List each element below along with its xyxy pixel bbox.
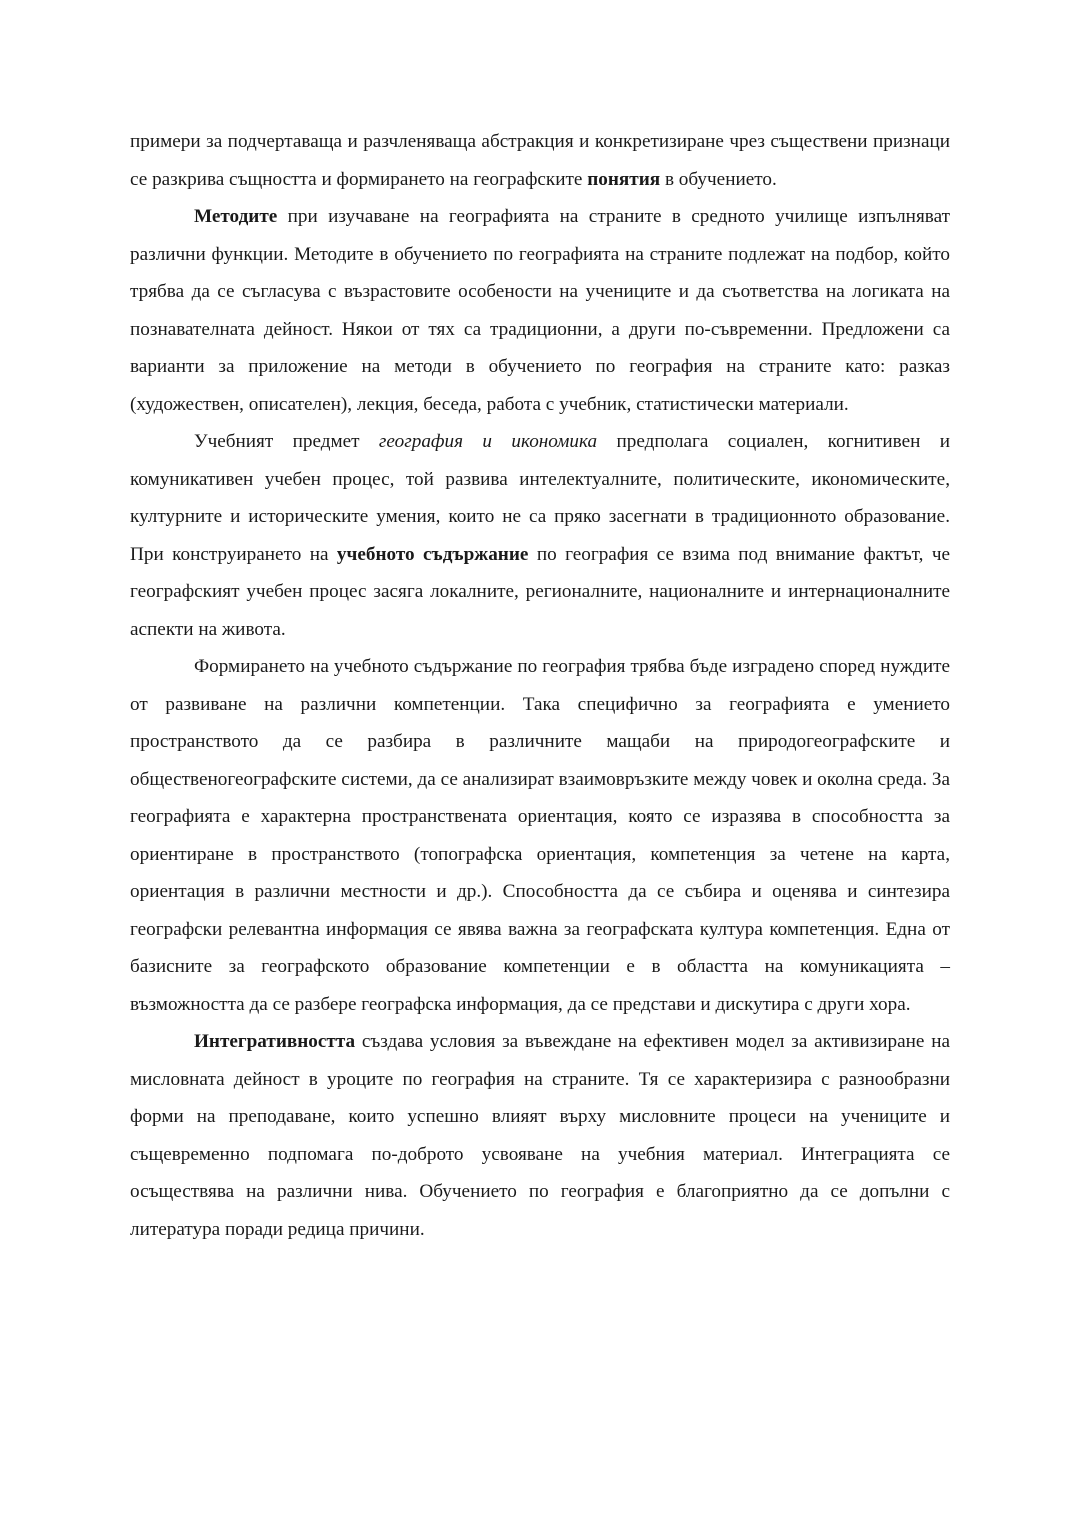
subject-name: география и икономика [378,431,598,452]
term-concepts: понятия [587,168,661,190]
paragraph-3-text-end: по география се взима под внимание фактът, че географският учебен процес засяга локалните, регионалните, националните и интернационалните аспекти на живота. [130,543,950,640]
paragraph-3 [130,423,950,648]
paragraph-2 [130,198,950,423]
term-integrativeness: Интегративността [194,1031,356,1052]
term-curriculum-content: учебното съдържание [336,543,529,565]
paragraph-1 [130,123,950,198]
paragraph-2-text: при изучаване на географията на страните в средното училище изпълняват различни функции. Методите в обучението по географията на страните подлежат на подбор, който трябва да се съгласува с възрастовите особености на учениците и да съответства на логиката на познавателната дейност. Някои от тях са традиционни, а други по-съвременни. Предложени са варианти за приложение на методи в обучението по география на страните като: разказ (художествен, описателен), лекция, беседа, работа с учебник, статистически материали. [130,206,950,415]
paragraph-3-text-middle: предполага социален, когнитивен и комуникативен учебен процес, той развива интелектуалните, политическите, икономическите, културните и историческите умения, които не са пряко засегнати в традиционното образование. При конструирането на [130,431,950,565]
paragraph-4 [130,648,950,1023]
paragraph-4-text: Формирането на учебното съдържание по география трябва бъде изградено според нуждите от развиване на различни компетенции. Така специфично за географията е умението пространството да се разбира в различните мащаби на природогеографските и общественогеографските системи, да се анализират взаимовръзките между човек и околна среда. За географията е характерна пространствената ориентация, която се изразява в способността за ориентиране в пространството (топографска ориентация, компетенция за четене на карта, ориентация в различни местности и др.). Способността да се събира и оценява и синтезира географски релевантна информация се явява важна за географската култура компетенция. Една от базисните за географското образование компетенции е в областта на комуникацията – възможността да се разбере географска информация, да се представи и дискутира с други хора. [130,656,950,1015]
term-methods: Методите [194,206,278,227]
paragraph-1-text-end: в обучението. [660,168,777,190]
paragraph-5-text: създава условия за въвеждане на ефективен модел за активизиране на мисловната дейност в уроците по география на страните. Тя се характеризира с разнообразни форми на преподаване, които успешно влияят върху мисловните процеси на учениците и същевременно подпомага по-доброто усвояване на учебния материал. Интеграцията се осъществява на различни нива. Обучението по география е благоприятно да се допълни с литература поради редица причини. [130,1031,950,1240]
paragraph-1-text: примери за подчертаваща и разчленяваща абстракция и конкретизиране чрез съществени признаци се разкрива същността и формирането на географските [130,131,950,190]
paragraph-5 [130,1023,950,1248]
paragraph-3-text-start: Учебният предмет [194,431,379,452]
document-body [130,123,950,1248]
